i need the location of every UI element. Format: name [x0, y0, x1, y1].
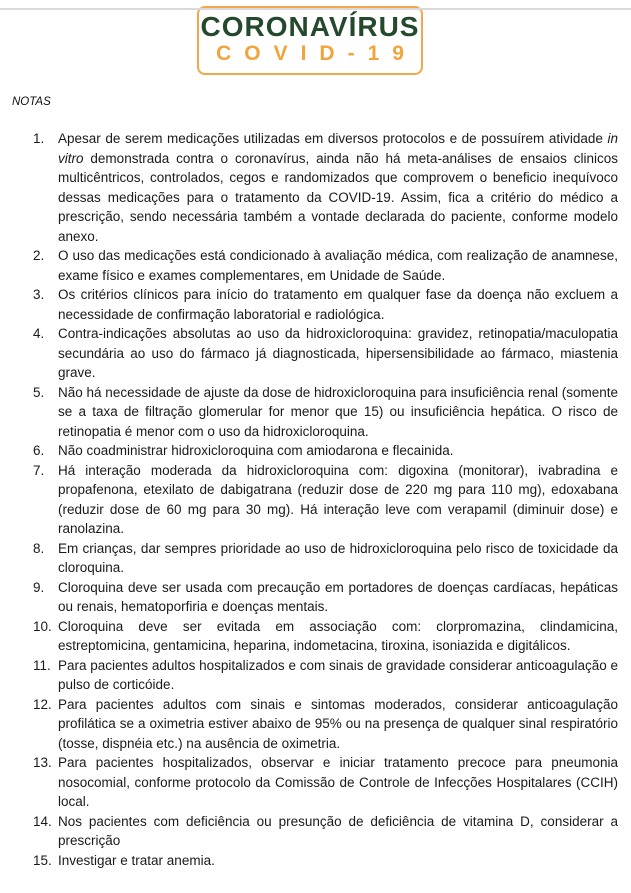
- note-number: 14.: [33, 813, 52, 829]
- note-number: 15.: [33, 852, 52, 868]
- note-number: 10.: [33, 618, 52, 634]
- note-item: [33, 656, 618, 695]
- note-text: Não há necessidade de ajuste da dose de hidroxicloroquina para insuficiência renal (somente se a taxa de filtração glomerular for menor que 15) ou insuficiência hepática. O risco de retinopatia é menor com o uso da hidroxicloroquina.: [58, 384, 618, 439]
- note-item: [33, 461, 618, 539]
- note-item: [33, 441, 618, 461]
- note-item: [33, 539, 618, 578]
- note-text: [58, 129, 618, 246]
- note-item: [33, 285, 618, 324]
- note-number: 3.: [33, 287, 45, 302]
- covid-logo-badge: [197, 6, 423, 75]
- document-page: [0, 6, 631, 870]
- note-text: Para pacientes hospitalizados, observar e iniciar tratamento precoce para pneumonia nosocomial, conforme protocolo da Comissão de Controle de Infecções Hospitalares (CCIH) local.: [58, 755, 618, 809]
- note-number: 2.: [33, 248, 45, 263]
- note-text: Nos pacientes com deficiência ou presunção de deficiência de vitamina D, considerar a prescrição: [58, 813, 618, 848]
- note-text: Para pacientes adultos hospitalizados e com sinais de gravidade considerar anticoagulação e pulso de corticóide.: [58, 657, 618, 692]
- note-item: [33, 851, 618, 871]
- page-top-border: [0, 8, 631, 10]
- note-item: [33, 812, 618, 851]
- note-number: 4.: [33, 326, 45, 341]
- note-item: [33, 129, 618, 246]
- note-item: [33, 753, 618, 812]
- note-number: 9.: [33, 579, 45, 595]
- note-number: 7.: [33, 462, 45, 478]
- note-item: [33, 383, 618, 442]
- note-item: [33, 695, 618, 754]
- note-text: Em crianças, dar sempres prioridade ao uso de hidroxicloroquina pelo risco de toxicidade da cloroquina.: [58, 540, 618, 575]
- note-text: Para pacientes adultos com sinais e sintomas moderados, considerar anticoagulação profilática se a oximetria estiver abaixo de 95% ou na presença de qualquer sinal respiratório (tosse, dispnéia etc.) na ausência de oximetria.: [58, 696, 618, 751]
- covid19-wordmark: COVID-19: [216, 42, 417, 65]
- notes-heading: NOTAS: [12, 96, 51, 108]
- note-number: 5.: [33, 384, 45, 400]
- note-text: Cloroquina deve ser usada com precaução em portadores de doenças cardíacas, hepáticas ou renais, hematoporfiria e doenças mentais.: [58, 579, 618, 614]
- note-item: [33, 578, 618, 617]
- note-number: 11.: [33, 657, 51, 673]
- note-text-segment: demonstrada contra o coronavírus, ainda não há meta-análises de ensaios clinicos multicêntricos, controlados, cegos e randomizados que comprovem o beneficio inequívoco dessas medicações para o tratamento da COVID-19. Assim, fica a critério do médico a prescrição, sendo necessária também a vontade declarada do paciente, conforme modelo anexo.: [58, 150, 618, 244]
- note-text-segment: Apesar de serem medicações utilizadas em diversos protocolos e de possuírem atividade: [58, 131, 608, 146]
- note-number: 1.: [33, 131, 45, 146]
- coronavirus-wordmark: CORONAVÍRUS: [200, 11, 420, 42]
- note-text: Contra-indicações absolutas ao uso da hidroxicloroquina: gravidez, retinopatia/maculopatia secundária ao uso do fármaco já diagnosticada, hipersensibilidade ao fármaco, miastenia grave.: [58, 326, 618, 380]
- note-text: Cloroquina deve ser evitada em associação com: clorpromazina, clindamicina, estreptomicina, gentamicina, heparina, indometacina, tiroxina, isoniazida e digitálicos.: [58, 618, 618, 653]
- note-number: 6.: [33, 443, 45, 458]
- note-text: Não coadministrar hidroxicloroquina com amiodarona e flecainida.: [58, 443, 454, 458]
- note-text: Há interação moderada da hidroxicloroquina com: digoxina (monitorar), ivabradina e propafenona, etexilato de dabigatrana (reduzir dose de 220 mg para 110 mg), edoxabana (reduzir dose de 60 mg para 30 mg). Há interação leve com verapamil (diminuir dose) e ranolazina.: [58, 462, 618, 536]
- note-text: O uso das medicações está condicionado à avaliação médica, com realização de anamnese, exame físico e exames complementares, em Unidade de Saúde.: [58, 248, 618, 283]
- notes-list: [33, 129, 618, 870]
- note-number: 13.: [33, 755, 52, 770]
- note-text-italic-segment: in vitro: [58, 131, 618, 166]
- note-item: [33, 246, 618, 285]
- note-text: Os critérios clínicos para início do tratamento em qualquer fase da doença não excluem a necessidade de confirmação laboratorial e radiológica.: [58, 287, 618, 322]
- note-number: 8.: [33, 540, 45, 556]
- note-item: [33, 324, 618, 383]
- note-text: Investigar e tratar anemia.: [58, 852, 215, 868]
- note-number: 12.: [33, 696, 52, 712]
- note-item: [33, 617, 618, 656]
